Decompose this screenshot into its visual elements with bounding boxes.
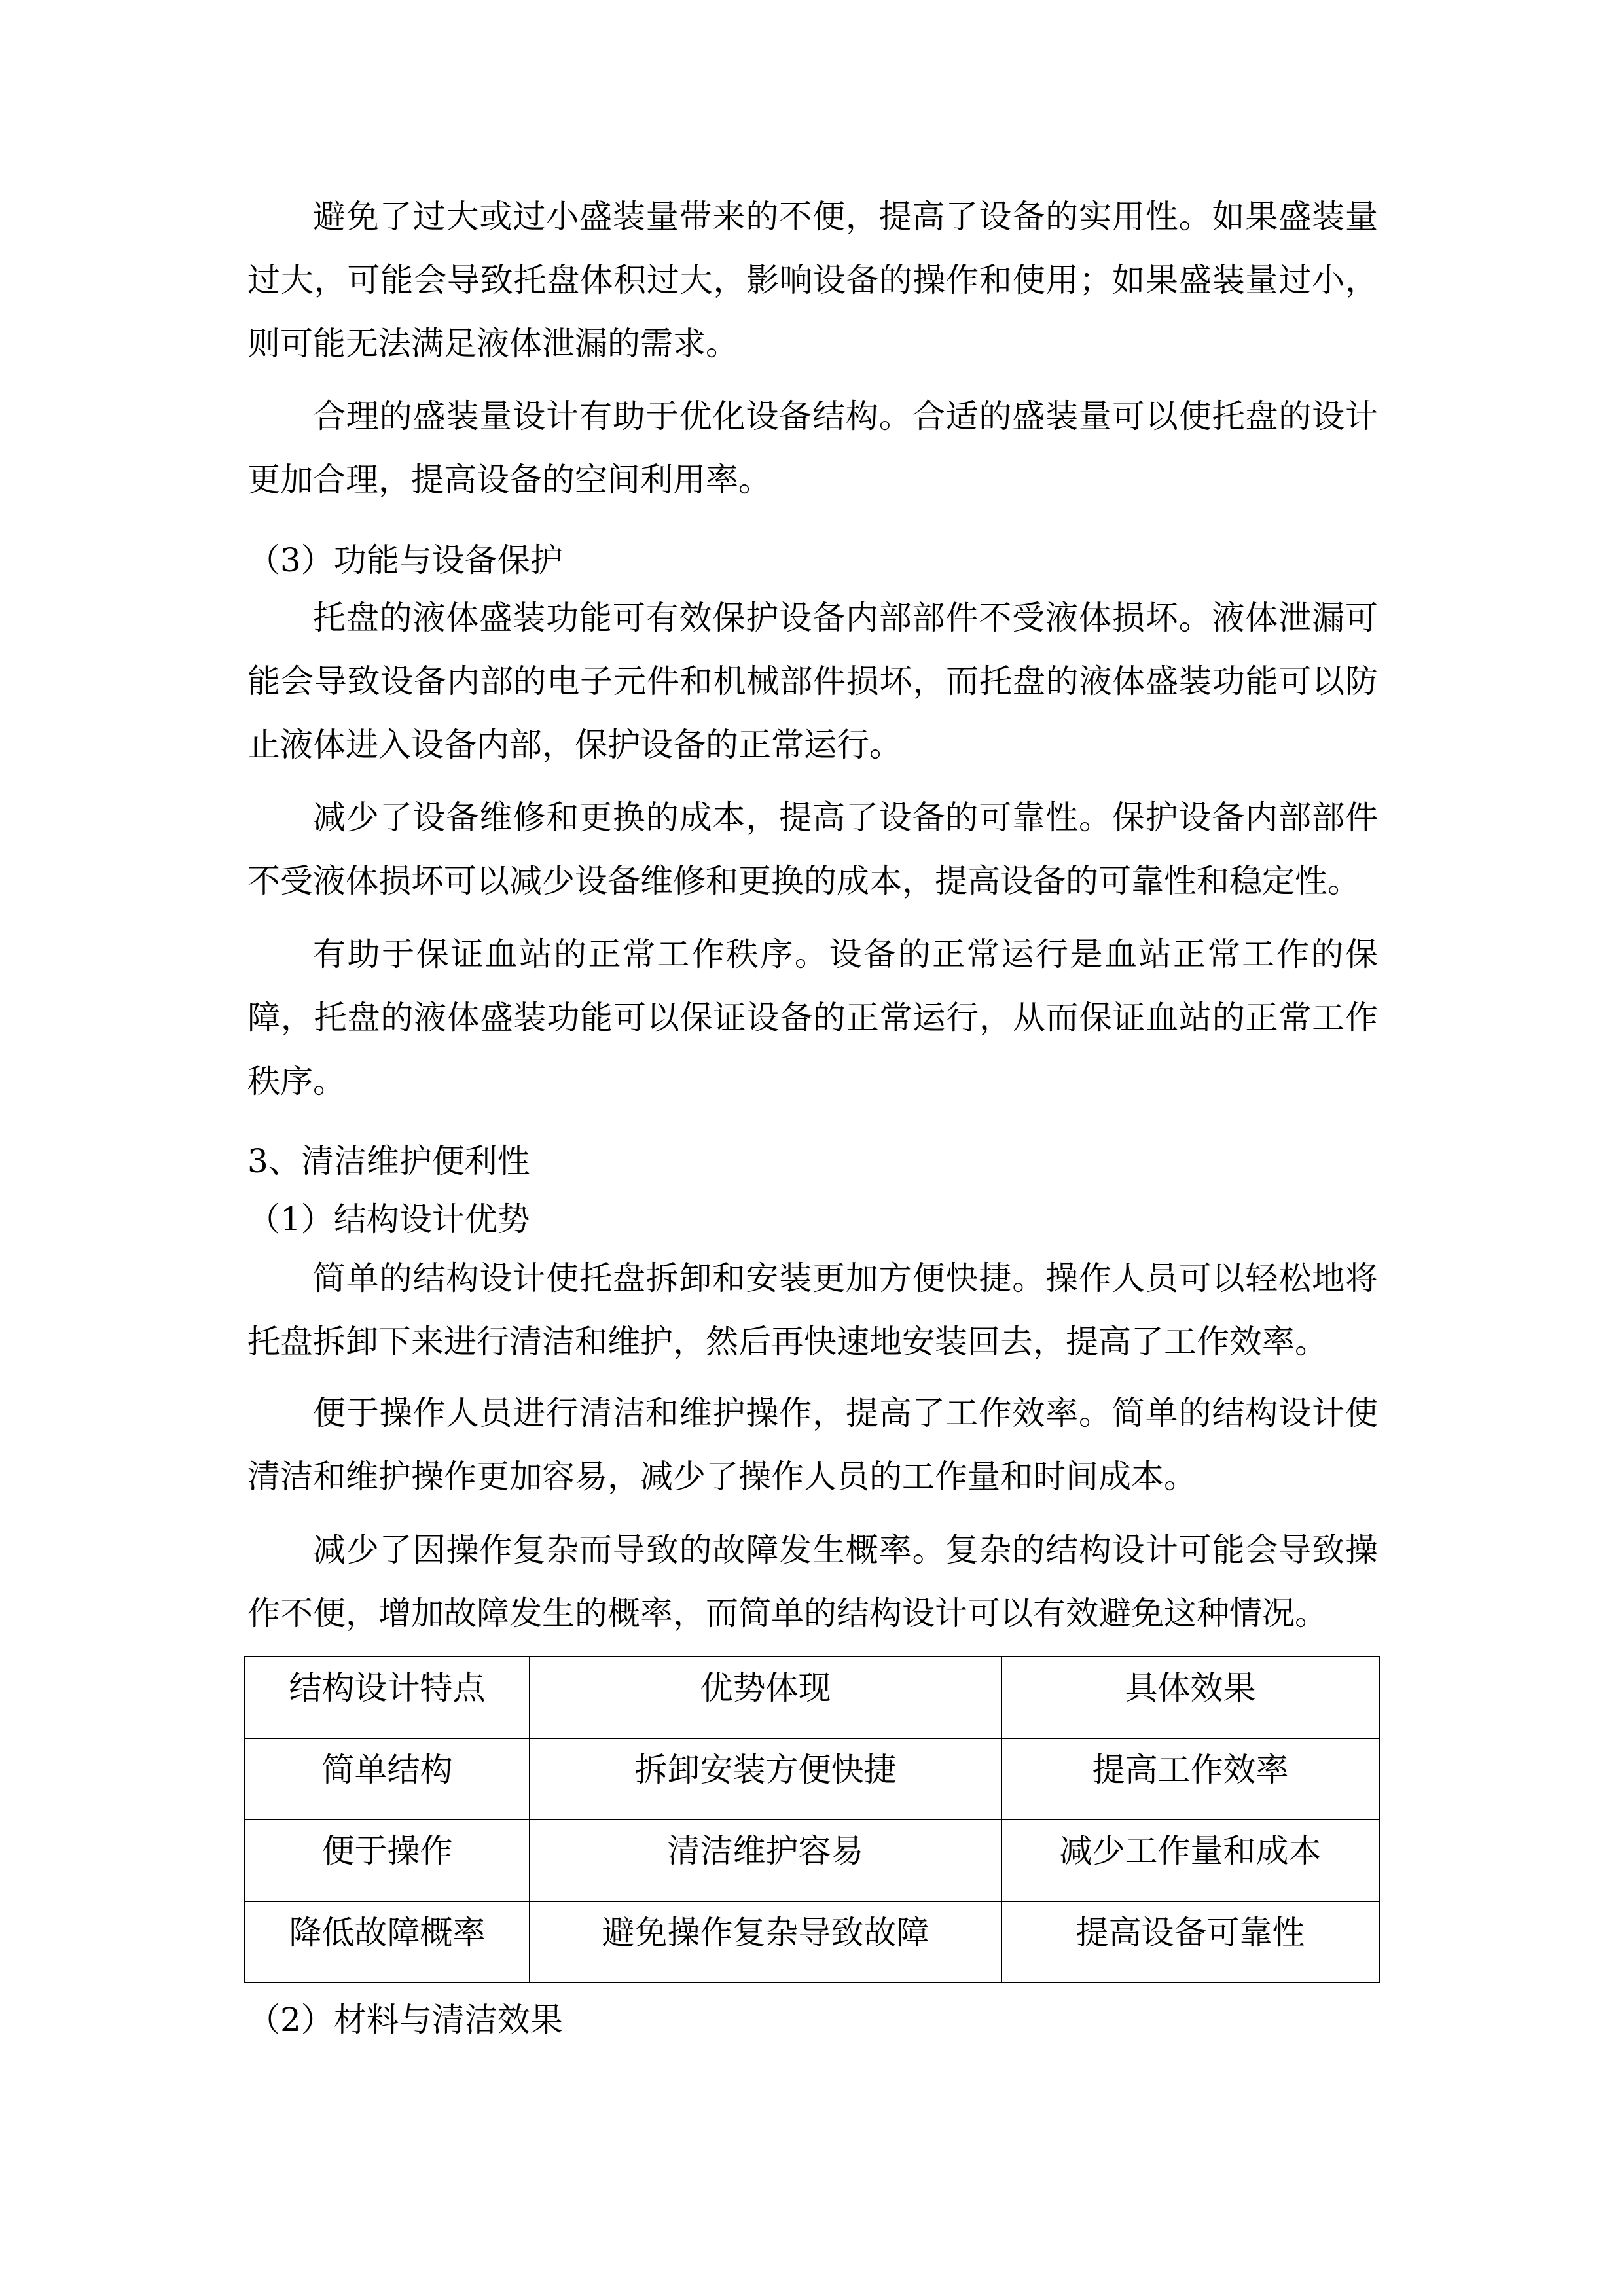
table-row <box>245 1820 1379 1901</box>
paragraph-fault-reduction <box>247 1531 1378 1660</box>
table-cell: 降低故障概率 <box>245 1901 530 1982</box>
table-header-cell: 具体效果 <box>1001 1657 1379 1738</box>
text-line: 托盘拆卸下来进行清洁和维护，然后再快速地安装回去，提高了工作效率。 <box>247 1323 1327 1361</box>
table-cell: 拆卸安装方便快捷 <box>530 1738 1001 1820</box>
paragraph-capacity-structure <box>247 397 1378 527</box>
text-line: 止液体进入设备内部，保护设备的正常运行。 <box>247 726 902 764</box>
text-line: 有助于保证血站的正常工作秩序。设备的正常运行是血站正常工作的保 <box>313 935 1378 973</box>
text-line: 不受液体损坏可以减少设备维修和更换的成本，提高设备的可靠性和稳定性。 <box>247 862 1360 900</box>
section-heading-cleaning: 3、清洁维护便利性 <box>247 1142 530 1180</box>
text-line: 托盘的液体盛装功能可有效保护设备内部部件不受液体损坏。液体泄漏可 <box>313 599 1378 637</box>
paragraph-work-order <box>247 935 1378 1128</box>
table-cell: 提高工作效率 <box>1001 1738 1379 1820</box>
text-line: 能会导致设备内部的电子元件和机械部件损坏，而托盘的液体盛装功能可以防 <box>247 662 1378 700</box>
text-line: 合理的盛装量设计有助于优化设备结构。合适的盛装量可以使托盘的设计 <box>313 397 1378 435</box>
table-row <box>245 1738 1379 1820</box>
text-line: 则可能无法满足液体泄漏的需求。 <box>247 325 738 363</box>
text-line: 更加合理，提高设备的空间利用率。 <box>247 461 771 499</box>
text-line: 障，托盘的液体盛装功能可以保证设备的正常运行，从而保证血站的正常工作 <box>247 999 1378 1037</box>
text-line: 清洁和维护操作更加容易，减少了操作人员的工作量和时间成本。 <box>247 1458 1197 1496</box>
paragraph-maintenance-cost <box>247 798 1378 928</box>
subheading-structure-advantage: （1）结构设计优势 <box>247 1200 530 1238</box>
table-row <box>245 1901 1379 1982</box>
paragraph-simple-structure <box>247 1259 1378 1389</box>
table-header-cell: 优势体现 <box>530 1657 1001 1738</box>
text-line: 便于操作人员进行清洁和维护操作，提高了工作效率。简单的结构设计使 <box>313 1394 1378 1432</box>
text-line: 减少了设备维修和更换的成本，提高了设备的可靠性。保护设备内部部件 <box>313 798 1378 836</box>
table-cell: 清洁维护容易 <box>530 1820 1001 1901</box>
table-cell: 避免操作复杂导致故障 <box>530 1901 1001 1982</box>
table-cell: 简单结构 <box>245 1738 530 1820</box>
table-cell: 提高设备可靠性 <box>1001 1901 1379 1982</box>
subheading-material-cleaning: （2）材料与清洁效果 <box>247 2001 563 2039</box>
paragraph-capacity-convenience <box>247 200 1378 391</box>
text-line: 秩序。 <box>247 1062 346 1100</box>
text-line: 作不便，增加故障发生的概率，而简单的结构设计可以有效避免这种情况。 <box>247 1594 1327 1632</box>
table-header-cell: 结构设计特点 <box>245 1657 530 1738</box>
paragraph-liquid-protection <box>247 601 1378 792</box>
structure-advantage-table <box>244 1656 1380 1983</box>
text-line: 减少了因操作复杂而导致的故障发生概率。复杂的结构设计可能会导致操 <box>313 1531 1378 1569</box>
text-line: 过大，可能会导致托盘体积过大，影响设备的操作和使用；如果盛装量过小， <box>247 261 1378 299</box>
table-header-row <box>245 1657 1379 1738</box>
table-cell: 便于操作 <box>245 1820 530 1901</box>
table-cell: 减少工作量和成本 <box>1001 1820 1379 1901</box>
subheading-function-protection: （3）功能与设备保护 <box>247 541 563 579</box>
text-line: 简单的结构设计使托盘拆卸和安装更加方便快捷。操作人员可以轻松地将 <box>313 1259 1378 1297</box>
text-line: 避免了过大或过小盛装量带来的不便，提高了设备的实用性。如果盛装量 <box>313 198 1378 236</box>
paragraph-easy-operation <box>247 1394 1378 1524</box>
